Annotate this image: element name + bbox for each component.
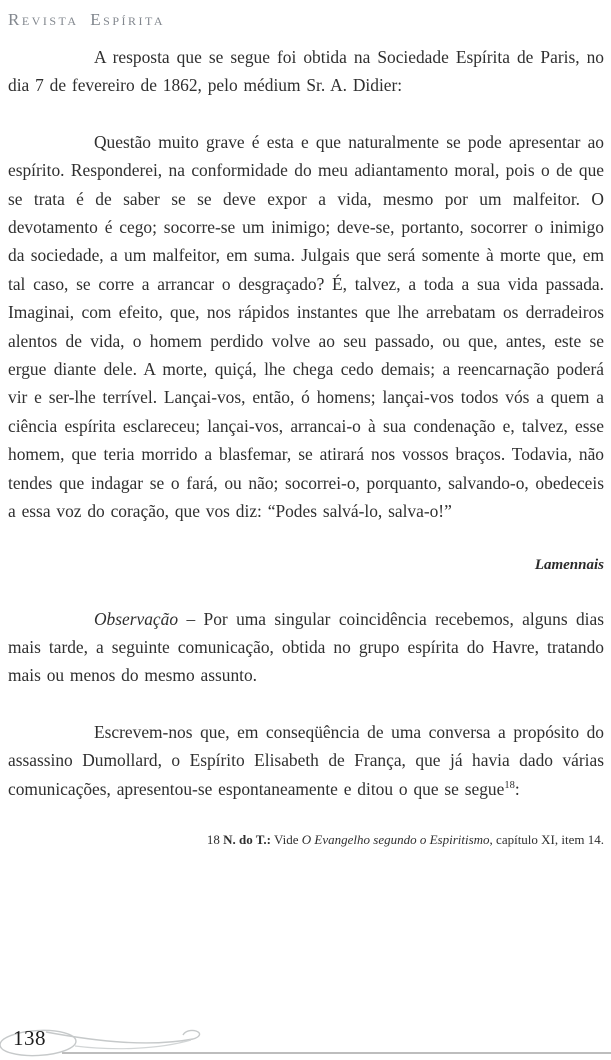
footnote-pre-text: Vide [271, 831, 302, 847]
page-body [0, 43, 611, 849]
footnote [8, 831, 604, 849]
signature-lamennais: Lamennais [534, 556, 604, 573]
footnote-book-title: O Evangelho segundo o Espiritismo [301, 831, 490, 847]
footnote-label: N. do T.: [223, 831, 272, 847]
observation-lead: Observação [94, 608, 179, 629]
bottom-rule [62, 1052, 611, 1054]
paragraph-escrevem-nos-colon: : [514, 778, 520, 799]
paragraph-intro: A resposta que se segue foi obtida na Sociedade Espírita de Paris, no dia 7 de fevereiro de 1862, pelo médium Sr. A. Didier: [8, 47, 604, 96]
paragraph-escrevem-nos-text: Escrevem-nos que, em conseqüência de uma conversa a propósito do assassino Dumollard, o Espírito Elisabeth de França, que já havia dado várias comunicações, apresentou-se espontaneamente e ditou o que se segue [8, 721, 604, 799]
running-header: Revista Espírita [8, 10, 166, 29]
observation-text: – Por uma singular coincidência recebemos, alguns dias mais tarde, a seguinte comunicação, obtida no grupo espírita do Havre, tratando mais ou menos do mesmo assunto. [8, 608, 604, 686]
footnote-post-text: , capítulo XI, item 14. [489, 831, 604, 847]
page-number: 138 [13, 1026, 46, 1050]
paragraph-spirit-answer: Questão muito grave é esta e que naturalmente se pode apresentar ao espírito. Responderei, na conformidade do meu adiantamento moral, pois o de que se trata é de saber se se deve expor a vida, mesmo por um malfeitor. O devotamento é cego; socorre-se um inimigo; deve-se, portanto, socorrer o inimigo da sociedade, a um malfeitor, em suma. Julgais que será somente à morte que, em tal caso, se corre a arrancar o desgraçado? É, talvez, a toda a sua vida passada. Imaginai, com efeito, que, nos rápidos instantes que lhe arrebatam os derradeiros alentos de vida, o homem perdido volve ao seu passado, ou que, antes, este se ergue diante dele. A morte, quiçá, lhe chega cedo demais; a reencarnação poderá vir e ser-lhe terrível. Lançai-vos, então, ó homens; lançai-vos todos vós a quem a ciência espírita esclareceu; lançai-vos, arrancai-o à sua condenação e, talvez, esse homem, que teria morrido a blasfemar, se atirará nos vossos braços. Todavia, não tendes que indagar se o fará, ou não; socorrei-o, porquanto, salvando-o, obedeceis a essa voz do coração, que vos diz: “Podes salvá-lo, salva-o!” [8, 131, 604, 522]
footnote-marker: 18 [206, 831, 224, 847]
paragraph-escrevem-nos [8, 718, 604, 803]
footnote-reference-18: 18 [504, 779, 515, 791]
paragraph-observation [8, 605, 604, 690]
